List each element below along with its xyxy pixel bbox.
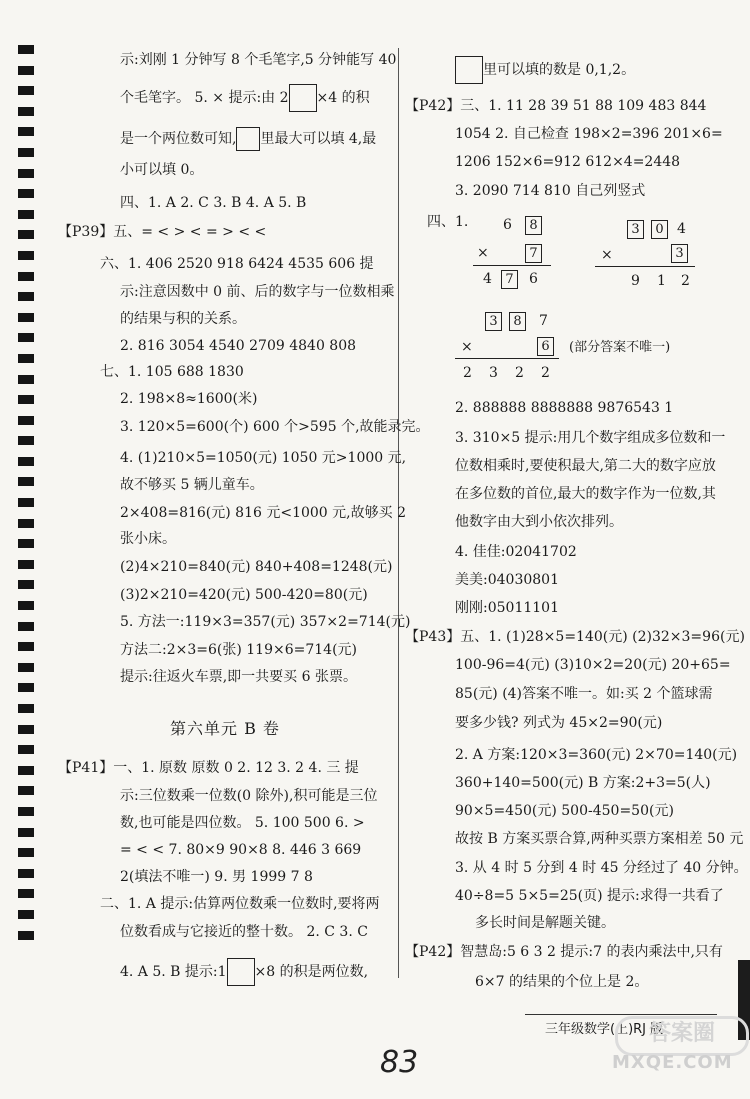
note: (部分答案不唯一)	[569, 340, 671, 355]
text-line: 小可以填 0。	[120, 162, 204, 178]
digit-box: 3	[485, 312, 502, 331]
digit-box: 8	[525, 216, 542, 235]
watermark-seal: 答案圈	[615, 1016, 749, 1056]
text-line: 360+140=500(元) B 方案:2+3=5(人)	[455, 775, 711, 791]
digit-box: 3	[627, 220, 644, 239]
text-line: 位数看成与它接近的整十数。 2. C 3. C	[120, 924, 368, 940]
digit: 2	[463, 365, 472, 381]
text-line: 美美:04030801	[455, 572, 559, 588]
text-line: 5. 方法一:119×3=357(元) 357×2=714(元)	[120, 614, 411, 630]
text-span: ×8 的积是两位数,	[254, 964, 369, 980]
digit: 4	[483, 271, 492, 287]
text-line: 七、1. 105 688 1830	[100, 364, 244, 380]
text-line: (2)4×210=840(元) 840+408=1248(元)	[120, 559, 393, 575]
digit-box: 3	[671, 244, 688, 263]
text-line: 90×5=450(元) 500-450=50(元)	[455, 803, 674, 819]
rule	[595, 266, 695, 267]
text-line: 多长时间是解题关键。	[475, 915, 615, 931]
text-span: 里可以填的数是 0,1,2。	[483, 62, 636, 78]
text-line: 故不够买 5 辆儿童车。	[120, 477, 264, 493]
text-line: 3. 120×5=600(个) 600 个>595 个,故能录完。	[120, 419, 430, 435]
blank-box	[227, 958, 255, 986]
text-span: 里最大可以填 4,最	[260, 131, 377, 147]
text-line: 的结果与积的关系。	[120, 311, 246, 327]
text-line: 【P43】五、1. (1)28×5=140(元) (2)32×3=96(元)	[405, 629, 745, 645]
digit: 3	[489, 365, 498, 381]
text-line: 张小床。	[120, 531, 176, 547]
text-line: 40÷8=5 5×5=25(页) 提示:求得一共看了	[455, 888, 724, 904]
text-line: 位数相乘时,要使积最大,第二大的数字应放	[455, 458, 716, 474]
watermark-url: MXQE.COM	[612, 1052, 733, 1073]
digit-box: 6	[537, 337, 554, 356]
digit: 6	[529, 271, 538, 287]
operator: ×	[461, 339, 473, 355]
text-line: 四、1. A 2. C 3. B 4. A 5. B	[120, 195, 307, 211]
text-line: (3)2×210=420(元) 500-420=80(元)	[120, 587, 368, 603]
text-line: 示:三位数乘一位数(0 除外),积可能是三位	[120, 788, 378, 804]
text-line: 方法二:2×3=6(张) 119×6=714(元)	[120, 642, 358, 658]
text-line	[120, 958, 368, 986]
text-line: 数,也可能是四位数。 5. 100 500 6. >	[120, 815, 365, 831]
text-span: ×4 的积	[316, 90, 370, 106]
blank-box	[236, 127, 260, 151]
text-line: 2. 816 3054 4540 2709 4840 808	[120, 338, 357, 354]
text-line: 要多少钱? 列式为 45×2=90(元)	[455, 715, 663, 731]
text-line	[455, 56, 635, 84]
blank-box	[289, 84, 317, 112]
digit: 2	[681, 273, 690, 289]
section-title: 第六单元 B 卷	[170, 719, 280, 738]
digit: 9	[631, 273, 640, 289]
digit: 1	[657, 273, 666, 289]
text-line: 100-96=4(元) (3)10×2=20(元) 20+65=	[455, 657, 731, 673]
text-line: 【P42】三、1. 11 28 39 51 88 109 483 844	[405, 98, 707, 114]
text-line: 【P41】一、1. 原数 原数 0 2. 12 3. 2 4. 三 提	[58, 760, 359, 776]
digit-box: 7	[501, 270, 518, 289]
text-line: 3. 从 4 时 5 分到 4 时 45 分经过了 40 分钟。	[455, 860, 748, 876]
text-line: 2(填法不唯一) 9. 男 1999 7 8	[120, 869, 313, 885]
blank-box	[455, 56, 483, 84]
text-line: 刚刚:05011101	[455, 600, 559, 616]
text-line: 六、1. 406 2520 918 6424 4535 606 提	[100, 256, 374, 272]
digit: 7	[539, 313, 548, 329]
text-line	[120, 127, 376, 151]
digit: 2	[541, 365, 550, 381]
operator: ×	[601, 247, 613, 263]
digit: 2	[515, 365, 524, 381]
footer-text: 三年级数学(上)RJ 版	[545, 1022, 664, 1037]
text-line: 示:刘刚 1 分钟写 8 个毛笔字,5 分钟能写 40	[120, 52, 397, 68]
footer-rule	[525, 1014, 717, 1015]
text-line: 1054 2. 自己检查 198×2=396 201×6=	[455, 126, 723, 142]
text-line: 【P39】五、= < > < = > < <	[58, 224, 267, 240]
text-line: 四、1.	[427, 214, 469, 230]
text-span: 个毛笔字。 5. × 提示:由 2	[120, 90, 289, 106]
binding-holes	[18, 45, 40, 965]
text-line: 1206 152×6=912 612×4=2448	[455, 154, 681, 170]
text-line: 【P42】智慧岛:5 6 3 2 提示:7 的表内乘法中,只有	[405, 944, 723, 960]
text-span: 4. A 5. B 提示:1	[120, 964, 227, 980]
text-line: 在多位数的首位,最大的数字作为一位数,其	[455, 486, 716, 502]
text-line: 2. 198×8≈1600(米)	[120, 391, 258, 407]
text-line: 4. 佳佳:02041702	[455, 544, 577, 560]
text-line: 提示:往返火车票,即一共要买 6 张票。	[120, 669, 357, 685]
text-line: 二、1. A 提示:估算两位数乘一位数时,要将两	[100, 896, 380, 912]
text-line: 2×408=816(元) 816 元<1000 元,故够买 2	[120, 505, 406, 521]
digit: 6	[503, 217, 512, 233]
digit-box: 0	[651, 220, 668, 239]
text-line: 2. A 方案:120×3=360(元) 2×70=140(元)	[455, 747, 738, 763]
text-line: 2. 888888 8888888 9876543 1	[455, 400, 674, 416]
text-line: 6×7 的结果的个位上是 2。	[475, 974, 649, 990]
text-line: 示:注意因数中 0 前、后的数字与一位数相乘	[120, 284, 395, 300]
text-line: 他数字由大到小依次排列。	[455, 514, 623, 530]
text-line: 3. 310×5 提示:用几个数字组成多位数和一	[455, 430, 726, 446]
text-line: 3. 2090 714 810 自己列竖式	[455, 183, 646, 199]
text-line: 4. (1)210×5=1050(元) 1050 元>1000 元,	[120, 450, 407, 466]
text-line: 故按 B 方案买票合算,两种买票方案相差 50 元	[455, 831, 744, 847]
digit: 4	[677, 221, 686, 237]
text-span: 是一个两位数可知,	[120, 131, 237, 147]
digit-box: 8	[509, 312, 526, 331]
text-line: = < < 7. 80×9 90×8 8. 446 3 669	[120, 842, 362, 858]
operator: ×	[477, 245, 489, 261]
text-line	[120, 84, 370, 112]
text-line: 85(元) (4)答案不唯一。如:买 2 个篮球需	[455, 686, 713, 702]
rule	[455, 358, 559, 359]
digit-box: 7	[525, 244, 542, 263]
page-number: 83	[380, 1045, 419, 1080]
rule	[473, 265, 551, 266]
